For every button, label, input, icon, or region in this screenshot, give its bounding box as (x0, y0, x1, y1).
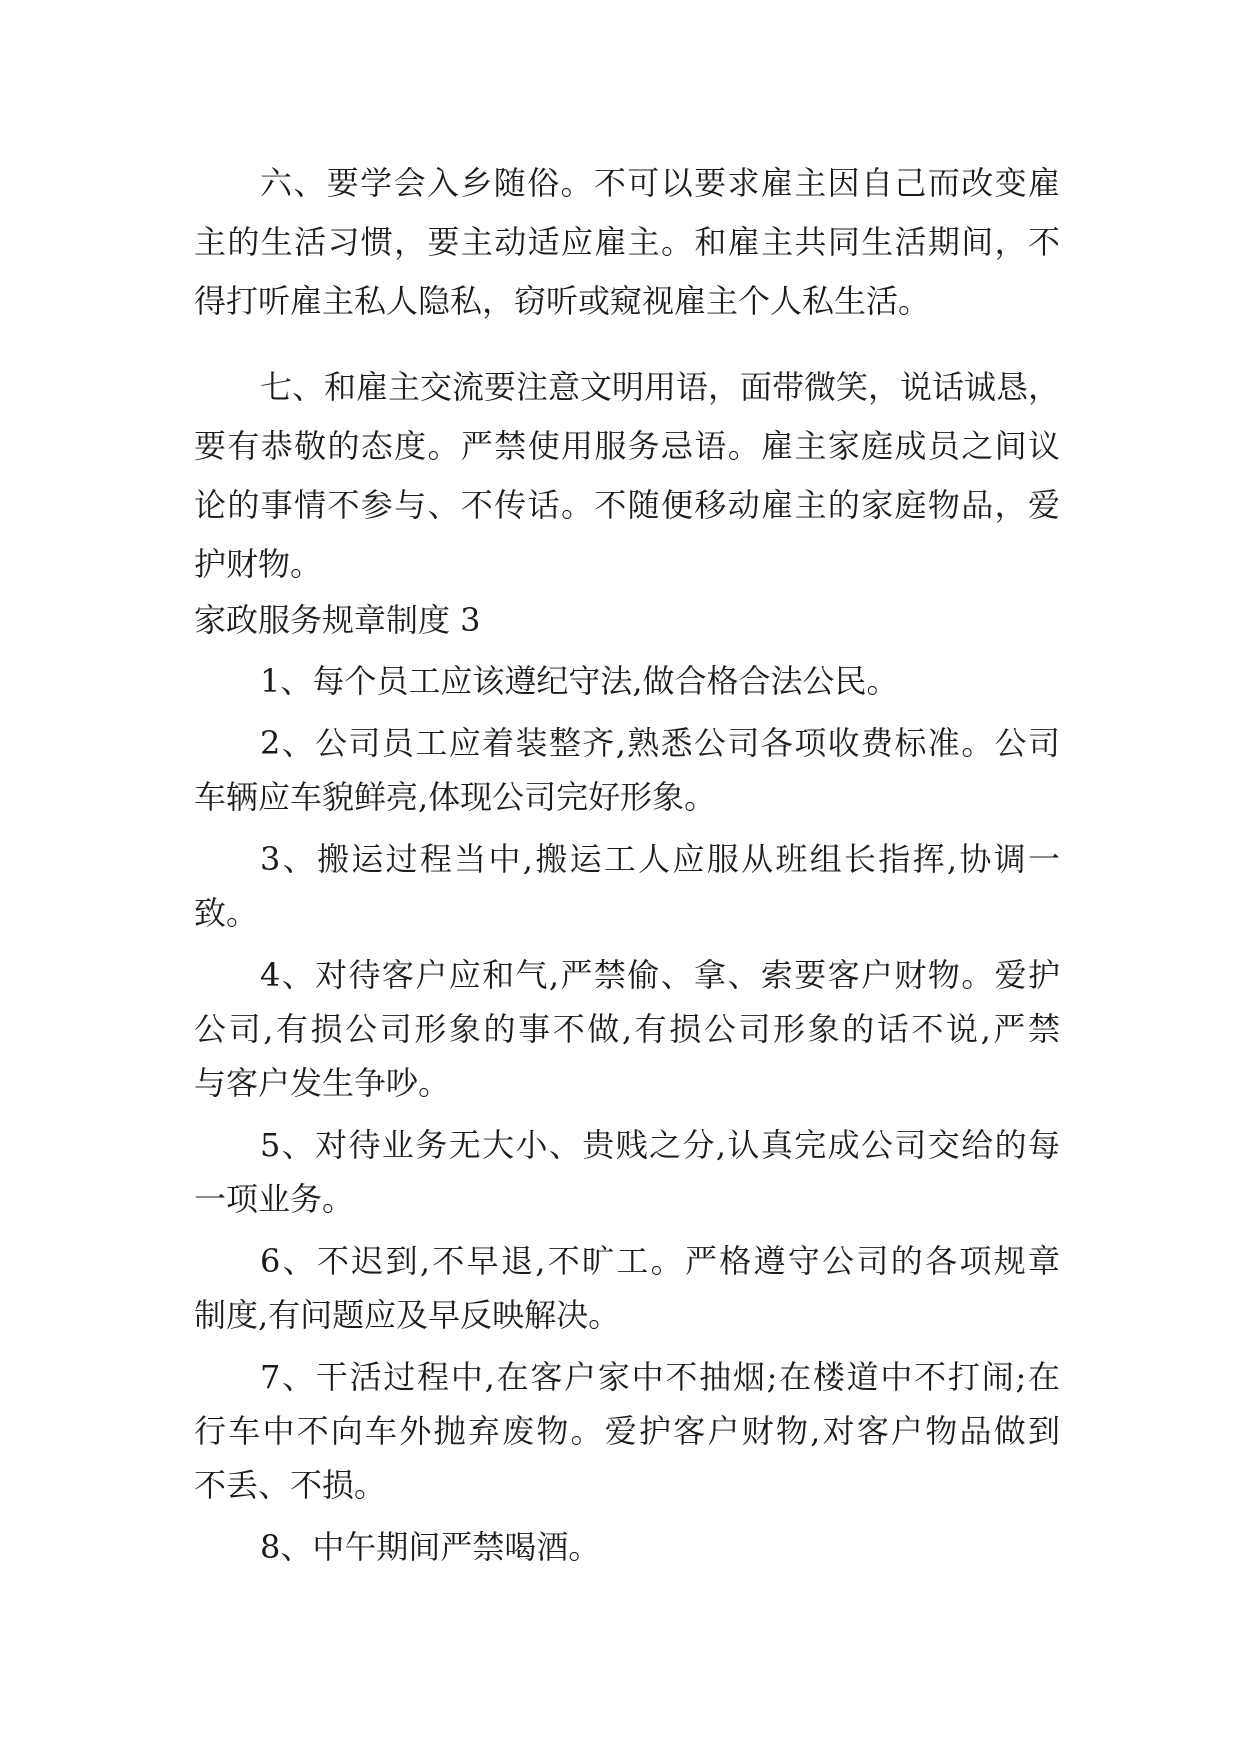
body-text-line: 7、干活过程中,在客户家中不抽烟;在楼道中不打闹;在 (260, 1358, 1060, 1396)
section-one (194, 154, 1060, 594)
body-text-line: 一项业务。 (194, 1180, 355, 1218)
rule-item-3 (194, 832, 1060, 940)
body-text-line: 主的生活习惯，要主动适应雇主。和雇主共同生活期间，不 (194, 223, 1060, 261)
body-text-line: 8、中午期间严禁喝酒。 (260, 1528, 601, 1566)
body-text-line: 1、每个员工应该遵纪守法,做合格合法公民。 (260, 662, 899, 700)
body-text-line: 2、公司员工应着装整齐,熟悉公司各项收费标准。公司 (260, 724, 1060, 762)
body-text-line: 七、和雇主交流要注意文明用语，面带微笑，说话诚恳， (260, 368, 1060, 406)
body-text-line: 要有恭敬的态度。严禁使用服务忌语。雇主家庭成员之间议 (194, 427, 1060, 465)
section-heading: 家政服务规章制度 3 (194, 601, 481, 639)
body-text-line: 制度,有问题应及早反映解决。 (194, 1296, 621, 1334)
rule-item-1 (194, 654, 1060, 708)
paragraph-seven (194, 358, 1060, 594)
body-text-line: 4、对待客户应和气,严禁偷、拿、索要客户财物。爱护 (260, 956, 1060, 994)
body-text-line: 与客户发生争吵。 (194, 1064, 451, 1102)
document-body (194, 154, 1060, 1574)
body-text-line: 护财物。 (194, 545, 323, 583)
rule-item-4 (194, 948, 1060, 1110)
section-two (194, 654, 1060, 1574)
body-text-line: 公司,有损公司形象的事不做,有损公司形象的话不说,严禁 (194, 1010, 1060, 1048)
body-text-line: 得打听雇主私人隐私，窃听或窥视雇主个人私生活。 (194, 282, 931, 320)
rule-item-2 (194, 716, 1060, 824)
body-text-line: 车辆应车貌鲜亮,体现公司完好形象。 (194, 778, 717, 816)
body-text-line: 不丢、不损。 (194, 1466, 387, 1504)
body-text-line: 3、搬运过程当中,搬运工人应服从班组长指挥,协调一 (260, 840, 1060, 878)
body-text-line: 致。 (194, 894, 259, 932)
rule-item-8 (194, 1520, 1060, 1574)
body-text-line: 论的事情不参与、不传话。不随便移动雇主的家庭物品，爱 (194, 486, 1060, 524)
paragraph-six (194, 154, 1060, 331)
rule-item-7 (194, 1350, 1060, 1512)
body-text-line: 6、不迟到,不早退,不旷工。严格遵守公司的各项规章 (260, 1242, 1060, 1280)
rule-item-5 (194, 1118, 1060, 1226)
body-text-line: 5、对待业务无大小、贵贱之分,认真完成公司交给的每 (260, 1126, 1060, 1164)
body-text-line: 六、要学会入乡随俗。不可以要求雇主因自己而改变雇 (260, 164, 1060, 202)
body-text-line: 行车中不向车外抛弃废物。爱护客户财物,对客户物品做到 (194, 1412, 1060, 1450)
rule-item-6 (194, 1234, 1060, 1342)
